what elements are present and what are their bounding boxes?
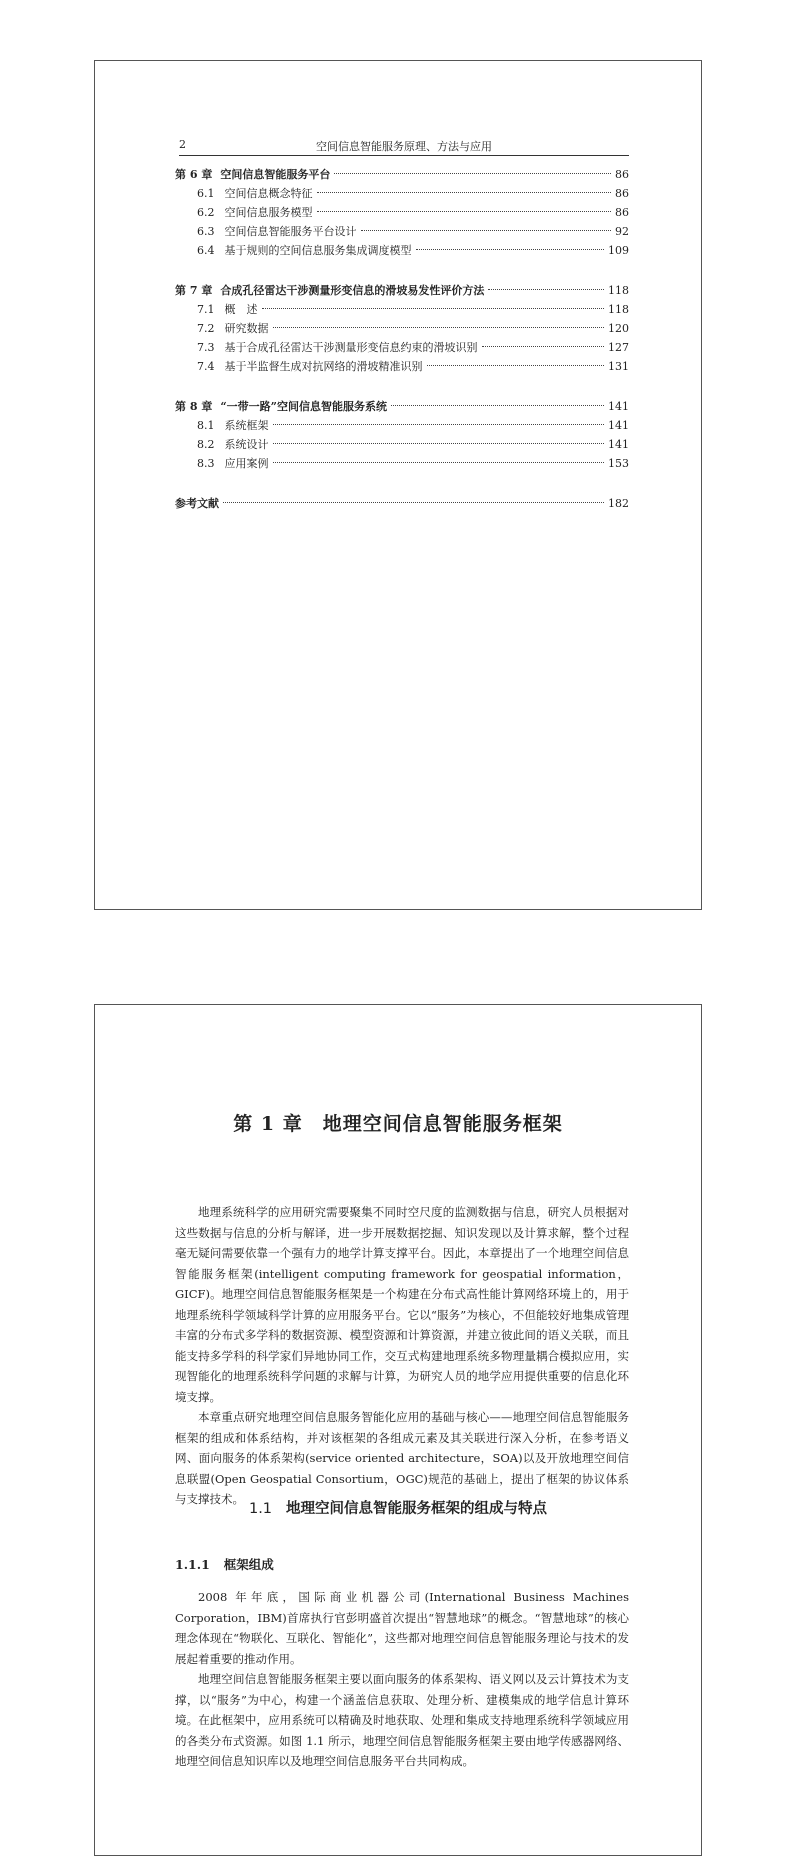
toc-page-number: 153	[608, 457, 629, 470]
toc-section-entry	[175, 300, 629, 319]
toc-page-number: 118	[608, 303, 629, 316]
toc-section-entry	[175, 416, 629, 435]
toc-chapter-title: 空间信息智能服务平台	[220, 168, 331, 181]
toc-section-title: 空间信息概念特征	[224, 187, 313, 200]
toc-section-entry	[175, 338, 629, 357]
toc-chapter-block	[175, 165, 629, 260]
toc-section-title: 研究数据	[224, 322, 269, 335]
toc-section-number: 8.3	[197, 457, 215, 470]
paragraph: 本章重点研究地理空间信息服务智能化应用的基础与核心——地理空间信息智能服务框架的组成和体系结构，并对该框架的各组成元素及其关联进行深入分析，在参考语义网、面向服务的体系架构(service oriented architecture，SOA)以及开放地理空间信息联盟(Open Geospatial Consortium，OGC)规范的基础上，提出了框架的协议体系与支撑技术。	[175, 1410, 629, 1506]
toc-page-number: 86	[615, 168, 629, 181]
toc-section-title: 系统设计	[224, 438, 269, 451]
subsection-title: 框架组成	[223, 1557, 274, 1572]
toc-section-title: 基于半监督生成对抗网络的滑坡精准识别	[224, 360, 423, 373]
toc-leader-dots	[416, 249, 605, 250]
paragraph: 2008 年年底，国际商业机器公司(International Business Machines Corporation，IBM)首席执行官彭明盛首次提出“智慧地球”的概念。“智慧地球”的核心理念体现在“物联化、互联化、智能化”，这些都对地理空间信息智能服务理论与技术的发展起着重要的推动作用。	[175, 1590, 629, 1666]
toc-section-number: 6.3	[197, 225, 215, 238]
chapter-title: 第 1 章 地理空间信息智能服务框架	[233, 1113, 563, 1135]
toc-chapter-block	[175, 397, 629, 473]
toc-page-number: 120	[608, 322, 629, 335]
toc-page-number: 92	[615, 225, 629, 238]
toc-leader-dots	[317, 211, 612, 212]
toc-section-entry	[175, 357, 629, 376]
section-number: 1.1	[248, 1501, 273, 1517]
toc-page-number: 86	[615, 187, 629, 200]
toc-section-title: 概 述	[224, 303, 258, 316]
toc-section-entry	[175, 222, 629, 241]
toc-page-number: 141	[608, 419, 629, 432]
toc-chapter-number: 第 6 章	[175, 168, 213, 181]
toc-chapter-entry	[175, 397, 629, 416]
toc-section-title: 空间信息服务模型	[224, 206, 313, 219]
toc-leader-dots	[273, 443, 605, 444]
toc-leader-dots	[334, 173, 611, 174]
toc-section-number: 6.4	[197, 244, 215, 257]
toc-chapter-title: 参考文献	[175, 497, 219, 510]
toc-section-title: 应用案例	[224, 457, 269, 470]
toc-section-number: 8.2	[197, 438, 215, 451]
toc-section-number: 7.4	[197, 360, 215, 373]
toc-leader-dots	[273, 327, 605, 328]
toc-page	[94, 60, 702, 910]
toc-page-number: 127	[608, 341, 629, 354]
toc-leader-dots	[427, 365, 605, 366]
toc-section-number: 6.2	[197, 206, 215, 219]
toc-leader-dots	[361, 230, 612, 231]
toc-section-number: 6.1	[197, 187, 215, 200]
toc-section-number: 7.3	[197, 341, 215, 354]
toc-page-number: 118	[608, 284, 629, 297]
toc-chapter-entry	[175, 165, 629, 184]
toc-chapter-block	[175, 494, 629, 513]
toc-leader-dots	[482, 346, 605, 347]
section-heading	[95, 1497, 701, 1518]
toc-section-number: 7.2	[197, 322, 215, 335]
toc-section-title: 系统框架	[224, 419, 269, 432]
chapter-intro	[175, 1202, 629, 1510]
toc-page-number: 141	[608, 438, 629, 451]
toc-section-entry	[175, 454, 629, 473]
toc-section-title: 空间信息智能服务平台设计	[224, 225, 357, 238]
toc-leader-dots	[317, 192, 612, 193]
toc-section-title: 基于合成孔径雷达干涉测量形变信息约束的滑坡识别	[224, 341, 478, 354]
toc-leader-dots	[262, 308, 605, 309]
toc-leader-dots	[273, 424, 605, 425]
toc-chapter-number: 第 7 章	[175, 284, 213, 297]
toc-chapter-block	[175, 281, 629, 376]
toc-section-entry	[175, 319, 629, 338]
toc-section-entry	[175, 184, 629, 203]
toc-section-entry	[175, 241, 629, 260]
subsection-heading	[175, 1555, 274, 1573]
toc-page-number: 131	[608, 360, 629, 373]
toc-section-entry	[175, 203, 629, 222]
toc-page-number: 109	[608, 244, 629, 257]
toc-section-title: 基于规则的空间信息服务集成调度模型	[224, 244, 412, 257]
subsection-number: 1.1.1	[175, 1557, 210, 1572]
toc-leader-dots	[488, 289, 604, 290]
section-title: 地理空间信息智能服务框架的组成与特点	[286, 1501, 548, 1517]
toc-chapter-number: 第 8 章	[175, 400, 213, 413]
toc-chapter-entry	[175, 494, 629, 513]
paragraph: 地理空间信息智能服务框架主要以面向服务的体系架构、语义网以及云计算技术为支撑，以“服务”为中心，构建一个涵盖信息获取、处理分析、建模集成的地学信息计算环境。在此框架中，应用系统可以精确及时地获取、处理和集成支持地理系统科学领域应用的各类分布式资源。如图 1.1 所示，地理空间信息智能服务框架主要由地学传感器网络、地理空间信息知识库以及地理空间信息服务平台共同构成。	[175, 1672, 629, 1768]
page-number: 2	[179, 138, 186, 151]
toc-page-number: 141	[608, 400, 629, 413]
toc-section-entry	[175, 435, 629, 454]
toc-leader-dots	[391, 405, 604, 406]
toc-leader-dots	[273, 462, 605, 463]
running-head	[179, 136, 629, 156]
toc-leader-dots	[223, 502, 604, 503]
table-of-contents	[175, 165, 629, 534]
toc-chapter-entry	[175, 281, 629, 300]
toc-chapter-title: 合成孔径雷达干涉测量形变信息的滑坡易发性评价方法	[220, 284, 485, 297]
toc-section-number: 8.1	[197, 419, 215, 432]
toc-page-number: 86	[615, 206, 629, 219]
paragraph: 地理系统科学的应用研究需要聚集不同时空尺度的监测数据与信息，研究人员根据对这些数据与信息的分析与解译，进一步开展数据挖掘、知识发现以及计算求解，整个过程毫无疑问需要依靠一个强有力的地学计算支撑平台。因此，本章提出了一个地理空间信息智能服务框架(intelligent computing framework for geospatial information，GICF)。地理空间信息智能服务框架是一个构建在分布式高性能计算网络环境上的，用于地理系统科学领域科学计算的应用服务平台。它以“服务”为核心，不但能较好地集成管理丰富的分布式多学科的数据资源、模型资源和计算资源，并建立彼此间的语义关联，而且能支持多学科的科学家们异地协同工作，交互式构建地理系统多物理量耦合模拟应用，实现智能化的地理系统科学问题的求解与计算，为研究人员的地学应用提供重要的信息化环境支撑。	[175, 1205, 629, 1404]
toc-page-number: 182	[608, 497, 629, 510]
toc-chapter-title: “一带一路”空间信息智能服务系统	[220, 400, 387, 413]
toc-section-number: 7.1	[197, 303, 215, 316]
subsection-body	[175, 1587, 629, 1772]
chapter-page	[94, 1004, 702, 1856]
running-head-title: 空间信息智能服务原理、方法与应用	[316, 140, 492, 153]
